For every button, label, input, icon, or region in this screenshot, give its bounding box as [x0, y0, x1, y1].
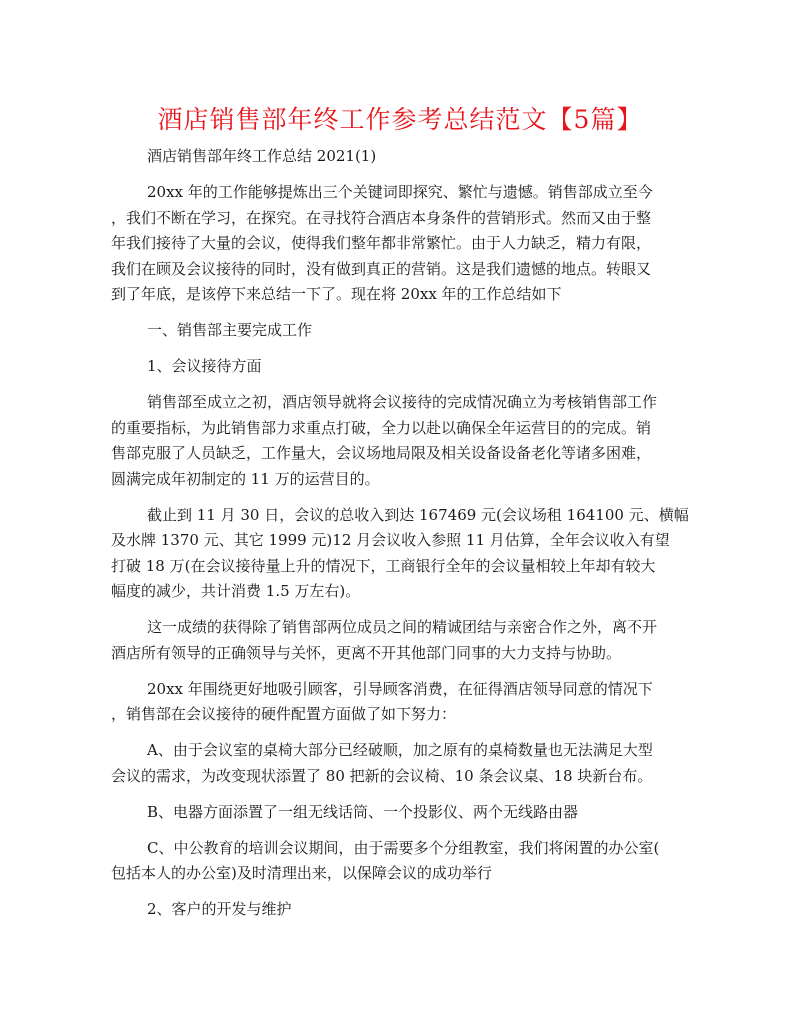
paragraph-intro: [111, 180, 691, 308]
paragraph-line: ，销售部在会议接待的硬件配置方面做了如下努力：: [111, 705, 457, 723]
paragraph-line: 截止到 11 月 30 日，会议的总收入到达 167469 元(会议场租 164100 元、横幅: [147, 505, 689, 524]
paragraph-line: 20xx 年围绕更好地吸引顾客，引导顾客消费，在征得酒店领导同意的情况下: [147, 679, 653, 698]
paragraph-achievement: [111, 615, 691, 666]
paragraph-line: 酒店销售部年终工作总结 2021(1): [147, 147, 377, 165]
paragraph-line: 20xx 年的工作能够提炼出三个关键词即探究、繁忙与遗憾。销售部成立至今: [147, 183, 653, 201]
list-item-a: [111, 738, 691, 789]
subsection-heading: [111, 897, 691, 923]
section-heading: [111, 318, 691, 344]
paragraph-line: C、中公教育的培训会议期间，由于需要多个分组教室，我们将闲置的办公室(: [147, 838, 660, 857]
paragraph-line: 这一成绩的获得除了销售部两位成员之间的精诚团结与亲密合作之外，离不开: [147, 618, 658, 636]
paragraph-line: 售部克服了人员缺乏，工作量大，会议场地局限及相关设备设备老化等诸多困难，: [111, 444, 652, 462]
list-item-c: [111, 836, 691, 887]
list-item-b: [111, 800, 691, 826]
paragraph-line: 及水牌 1370 元、其它 1999 元)12 月会议收入参照 11 月估算，全年会议收入有望: [111, 531, 670, 549]
paragraph-line: 的重要指标，为此销售部力求重点打破，全力以赴以确保全年运营目的的完成。销: [111, 418, 652, 437]
paragraph-line: A、由于会议室的桌椅大部分已经破顺，加之原有的桌椅数量也无法满足大型: [147, 741, 653, 759]
paragraph-line: 包括本人的办公室)及时清理出来，以保障会议的成功举行: [111, 864, 492, 882]
paragraph-line: 销售部至成立之初，酒店领导就将会议接待的完成情况确立为考核销售部工作: [147, 393, 658, 411]
paragraph-line: 一、销售部主要完成工作: [147, 321, 313, 339]
paragraph-line: 打破 18 万(在会议接待量上升的情况下，工商银行全年的会议量相较上年却有较大: [111, 556, 656, 575]
paragraph-line: 酒店所有领导的正确领导与关怀，更离不开其他部门同事的大力支持与协助。: [111, 643, 622, 662]
paragraph-meeting-reception: [111, 390, 691, 492]
paragraph-line: 我们在顾及会议接待的同时，没有做到真正的营销。这是我们遗憾的地点。转眼又: [111, 259, 652, 278]
paragraph-subtitle: [111, 144, 691, 170]
paragraph-line: B、电器方面添置了一组无线话筒、一个投影仪、两个无线路由器: [147, 802, 579, 821]
paragraph-revenue: [111, 503, 691, 605]
paragraph-line: ，我们不断在学习，在探究。在寻找符合酒店本身条件的营销形式。然而又由于整: [111, 208, 652, 227]
paragraph-line: 幅度的减少，共计消费 1.5 万左右)。: [111, 582, 361, 600]
paragraph-line: 2、客户的开发与维护: [147, 900, 292, 918]
subsection-heading: [111, 354, 691, 380]
paragraph-line: 年我们接待了大量的会议，使得我们整年都非常繁忙。由于人力缺乏，精力有限，: [111, 234, 652, 252]
paragraph-line: 圆满完成年初制定的 11 万的运营目的。: [111, 469, 380, 488]
paragraph-line: 1、会议接待方面: [147, 357, 262, 375]
paragraph-line: 到了年底，是该停下来总结一下了。现在将 20xx 年的工作总结如下: [111, 285, 562, 303]
paragraph-efforts: [111, 677, 691, 728]
document-body: [111, 144, 691, 923]
paragraph-line: 会议的需求，为改变现状添置了 80 把新的会议椅、10 条会议桌、18 块新台布。: [111, 766, 653, 785]
document-title: 酒店销售部年终工作参考总结范文【5篇】: [157, 105, 643, 134]
